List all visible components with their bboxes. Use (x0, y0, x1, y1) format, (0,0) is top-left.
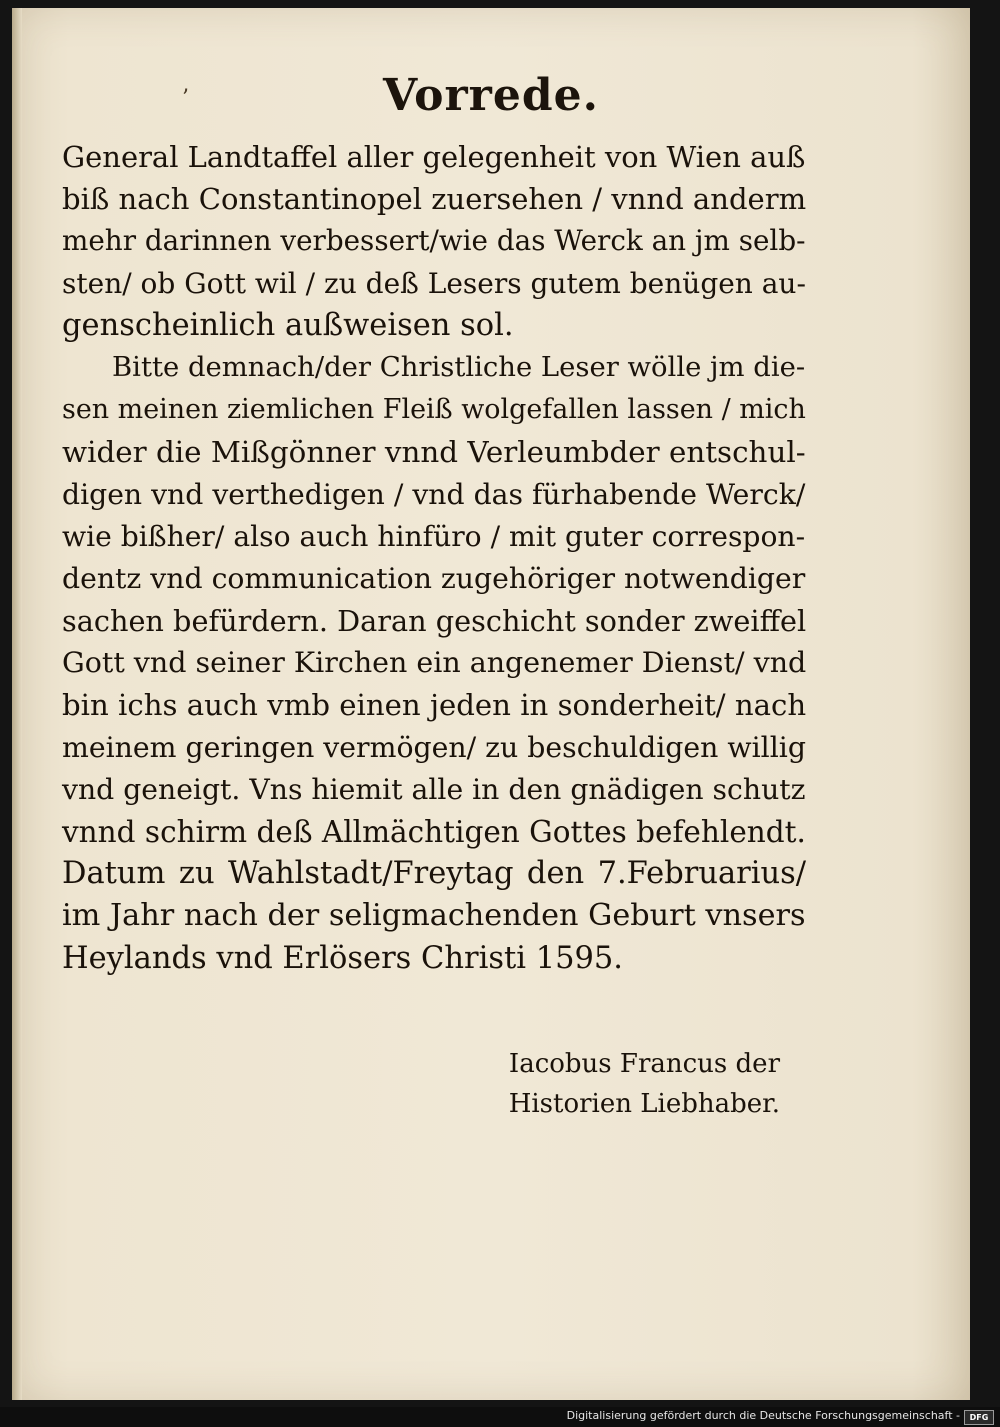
text-line: genscheinlich außweisen sol. (62, 307, 514, 343)
text-line: meinem geringen vermögen/ zu beschuldigen willig (62, 730, 806, 764)
text-line: sen meinen ziemlichen Fleiß wolgefallen lassen / mich (62, 394, 806, 426)
text-line: digen vnd verthedigen / vnd das fürhabende Werck/ (62, 477, 806, 511)
text-line: vnnd schirm deß Allmächtigen Gottes befehlendt. (62, 815, 806, 849)
body-text (62, 136, 806, 980)
signature-line: Iacobus Francus der (508, 1049, 780, 1079)
footer-bar (0, 1407, 1000, 1427)
text-line: sachen befürdern. Daran geschicht sonder zweiffel (62, 604, 807, 639)
funding-credit: Digitalisierung gefördert durch die Deutsche Forschungsgemeinschaft - (566, 1409, 960, 1422)
dfg-logo-icon: DFG (964, 1410, 994, 1425)
text-line: Bitte demnach/der Christliche Leser wölle jm die- (112, 351, 806, 383)
text-line: bin ichs auch vmb einen jeden in sonderheit/ nach (62, 688, 807, 723)
text-line: wider die Mißgönner vnnd Verleumbder entschul- (62, 435, 806, 470)
stray-mark: ’ (182, 86, 189, 111)
signature-line: Historien Liebhaber. (508, 1089, 780, 1119)
text-line: im Jahr nach der seligmachenden Geburt vnsers (62, 898, 806, 934)
text-line: Heylands vnd Erlösers Christi 1595. (62, 940, 624, 976)
text-line: Datum zu Wahlstadt/Freytag den 7.Februarius/ (62, 856, 807, 892)
text-line: wie bißher/ also auch hinfüro / mit guter correspon- (62, 519, 806, 553)
signature-block (12, 1044, 780, 1124)
text-line: sten/ ob Gott wil / zu deß Lesers gutem benügen au- (62, 266, 806, 300)
text-line: General Landtaffel aller gelegenheit von Wien auß (62, 140, 806, 174)
page-edge-shadow (12, 8, 22, 1400)
text-line: dentz vnd communication zugehöriger notwendiger (62, 561, 806, 595)
text-line: vnd geneigt. Vns hiemit alle in den gnädigen schutz (62, 772, 806, 806)
text-line: Gott vnd seiner Kirchen ein angenemer Dienst/ vnd (62, 646, 807, 680)
text-line: mehr darinnen verbessert/wie das Werck an jm selb- (62, 224, 806, 258)
running-head: Vorrede. (383, 70, 599, 121)
book-page (12, 8, 970, 1400)
text-line: biß nach Constantinopel zuersehen / vnnd anderm (62, 182, 807, 217)
